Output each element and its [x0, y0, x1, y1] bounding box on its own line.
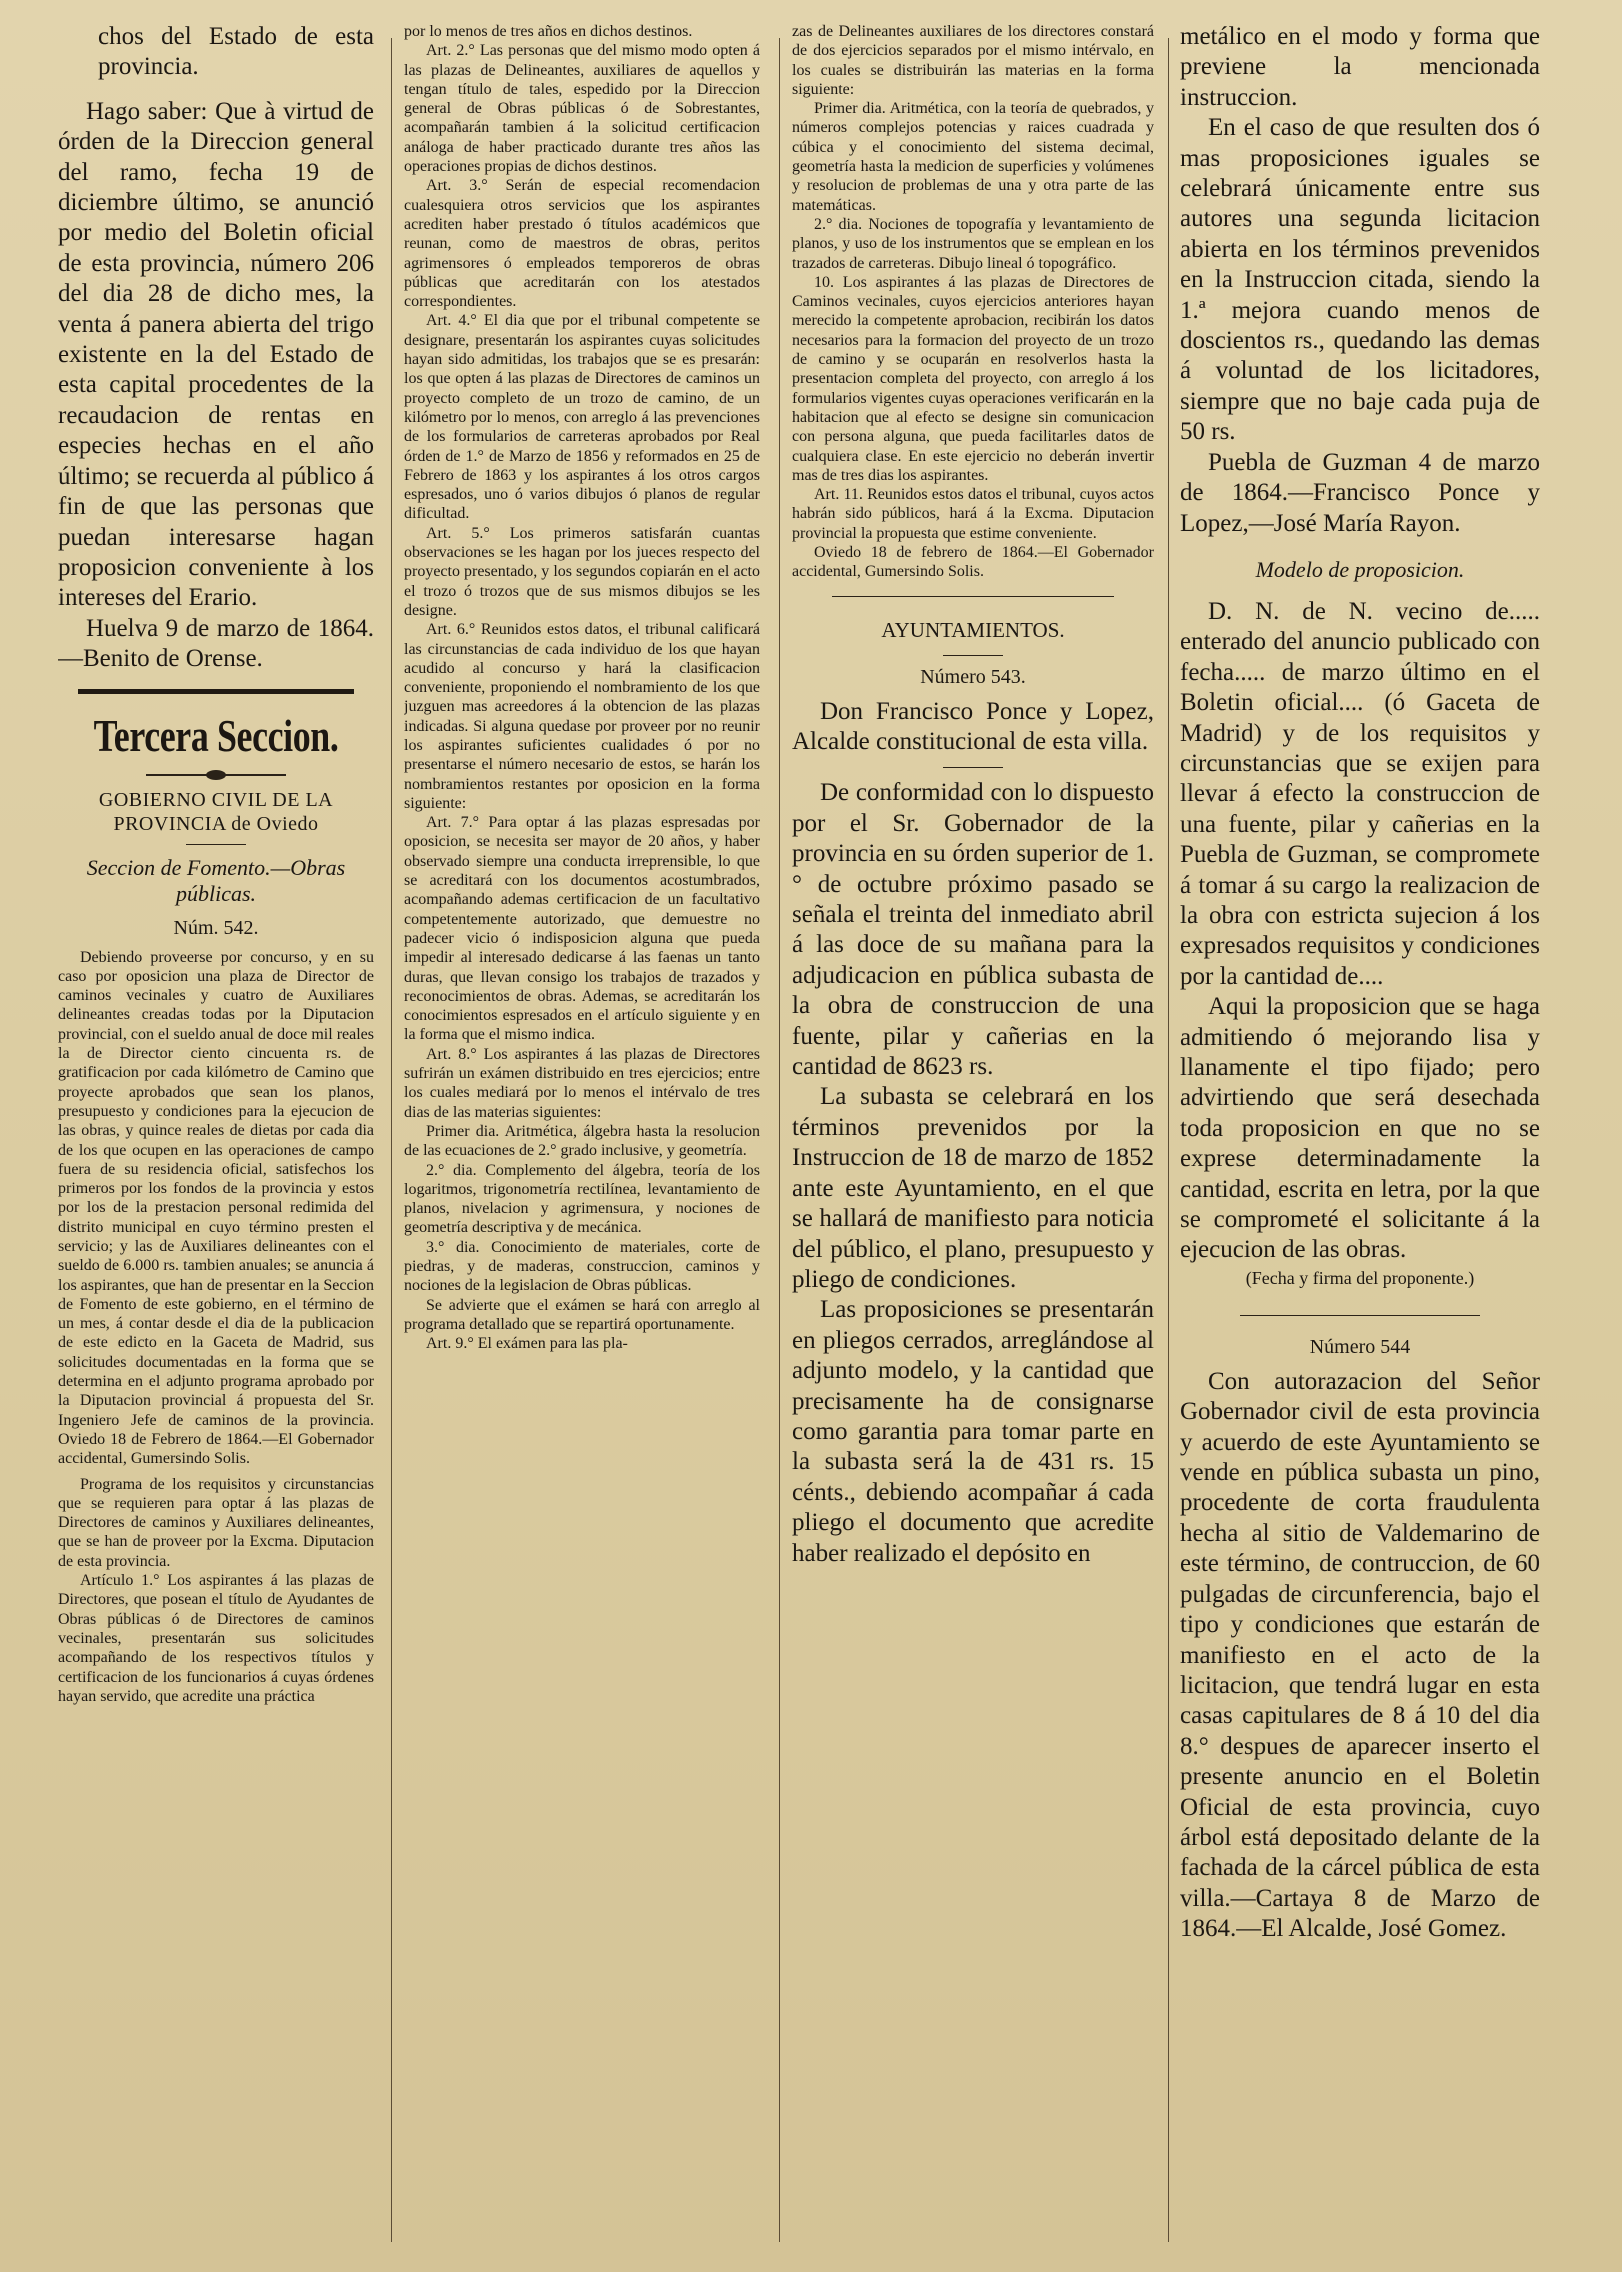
articulo-1: Artículo 1.° Los aspirantes á las plazas de Directores, que posean el título de Ayudantes de Obras públicas ó de Directores de caminos vecinales, presentarán sus solicitudes acompañando de los respectivos títulos y certificacion de los funcionarios á cuyas órdenes hayan servido, que acredite una práctica [58, 1572, 374, 1705]
continued-text: chos del Estado de esta provincia. [98, 23, 374, 81]
programa-heading: Programa de los requisitos y circunstancias que se requieren para optar á las plazas de Directores de caminos y Auxiliares delineantes, que se han de proveer por la Excma. Diputacion de esta provincia. [58, 1475, 374, 1570]
segundo-dia: 2.° dia. Complemento del álgebra, teoría de los logaritmos, trigonometría rectilínea, levantamiento de planos, nivelacion y agrimensura, y nociones de geometría descriptiva y de mecánica. [404, 1161, 760, 1237]
column-1 [58, 22, 374, 2258]
notice-number: Número 544 [1309, 1335, 1411, 1358]
column-divider [1168, 38, 1169, 2242]
notice-543-p1: De conformidad con lo dispuesto por el Sr. Gobernador de la provincia en su órden superior de 1.° de octubre próximo pasado se señala el treinta del inmediato abril á las doce de su mañana para la adjudicacion en pública subasta de la obra de construccion de una fuente, pilar y cañerias en la cantidad de 8623 rs. [792, 779, 1154, 1081]
notice-543-p4: En el caso de que resulten dos ó mas proposiciones iguales se celebrará únicamente entre sus autores una segunda licitacion abierta en los términos prevenidos en la Instruccion citada, siendo la 1.ª mejora cuando menos de doscientos rs., quedando las demas á voluntad de los licitadores, siempre que no baje cada puja de 50 rs. [1180, 114, 1540, 446]
articulo-11: Art. 11. Reunidos estos datos el tribunal, cuyos actos habrán sido públicos, hará á la Excma. Diputacion provincial la propuesta que estime conveniente. [792, 486, 1154, 542]
notice-number: Número 543. [920, 665, 1026, 688]
column-3 [792, 22, 1154, 2258]
advertencia: Se advierte que el exámen se hará con arreglo al programa detallado que se repartirá oportunamente. [404, 1296, 760, 1333]
tercer-dia: 3.° dia. Conocimiento de materiales, corte de piedras, y de maderas, construccion, caminos y nociones de la legislacion de Obras públicas. [404, 1238, 760, 1295]
signature-puebla: Puebla de Guzman 4 de marzo de 1864.—Francisco Ponce y Lopez,—José María Rayon. [1180, 448, 1540, 537]
segundo-dia: 2.° dia. Nociones de topografía y levantamiento de planos, y uso de los instrumentos que se emplean en los trazados de carreteras. Dibujo lineal ó topográfico. [792, 215, 1154, 272]
alcalde-heading: Don Francisco Ponce y Lopez, Alcalde constitucional de esta villa. [792, 697, 1154, 756]
notice-544-body: Con autorazacion del Señor Gobernador civil de esta provincia y acuerdo de este Ayuntamiento se vende en pública subasta un pino, procedente de corta fraudulenta hecha al sitio de Valdemarino de este término, de contruccion, de 60 pulgadas de circunferencia, bajo el tipo y condiciones que estarán de manifiesto en el acto de la licitacion, que tendrá lugar en esta casas capitulares de 8 á 10 del dia 8.° despues de aparecer inserto el presente anuncio en el Boletin Oficial de esta provincia, cuyo árbol está depositado delante de la fachada de la cárcel pública de esta villa.—Cartaya 8 de Marzo de 1864.—El Alcalde, José Gomez. [1180, 1367, 1540, 1943]
articulo-4: Art. 4.° El dia que por el tribunal competente se designare, presentarán los aspirantes cuyas solicitudes hayan sido admitidas, los trabajos que se es presarán: los que opten á las plazas de Directores de caminos un proyecto completo de un trozo de camino, de un kilómetro por lo menos, con arreglo á las prevenciones de los formularios de carreteras aprobados por Real órden de 1.° de Marzo de 1856 y reformados en 25 de Febrero de 1863 y los aspirantes á los otros cargos espresados, uno ó varios dibujos ó planos de regular dificultad. [404, 312, 760, 523]
articulo-3: Art. 3.° Serán de especial recomendacion cualesquiera otros servicios que los aspirantes acrediten haber prestado ó títulos académicos que reunan, como de maestros de obras, peritos agrimensores ó empleados temporeros de obras públicas que acreditarán con los atestados correspondientes. [404, 177, 760, 311]
gobierno-heading: GOBIERNO CIVIL DE LA PROVINCIA de Oviedo [98, 788, 334, 835]
column-4 [1180, 22, 1540, 2258]
column-2 [404, 22, 760, 2258]
signature-huelva: Huelva 9 de marzo de 1864.—Benito de Orense. [58, 614, 374, 673]
notice-543-p3: Las proposiciones se presentarán en pliegos cerrados, arreglándose al adjunto modelo, y la cantidad que precisamente ha de consignarse como garantia para tomar parte en la subasta será la de 431 rs. 15 cénts., debiendo acompañar á cada pliego el documento que acredite haber realizado el depósito en [792, 1296, 1154, 1567]
separator [943, 767, 1003, 768]
separator [832, 596, 1114, 597]
continued-text: zas de Delineantes auxiliares de los directores constará de dos ejercicios separados por el mismo intérvalo, en los cuales se distribuirán las materias en la forma siguiente: [792, 23, 1154, 98]
separator [186, 844, 246, 845]
column-divider [779, 38, 780, 2242]
articulo-10: 10. Los aspirantes á las plazas de Directores de Caminos vecinales, cuyos ejercicios anteriores hayan merecido la competente aprobacion, recibirán los datos necesarios para la formacion del proyecto de un trozo de camino y se ocuparán en resolverlos hasta la presentacion completa del proyecto, con arreglo á los formularios vigentes cuyas operaciones verificarán en la habitacion que al efecto se designe sin comunicacion con persona alguna, que pueda facilitarles datos de cualquiera clase. En este ejercicio no deberán invertir mas de tres dias los aspirantes. [792, 273, 1154, 484]
ayuntamientos-heading: AYUNTAMIENTOS. [881, 617, 1065, 642]
notice-543-p2: La subasta se celebrará en los términos prevenidos por la Instruccion de 18 de marzo de 1852 ante este Ayuntamiento, en el que se hallará de manifiesto para noticia del público, el plano, presupuesto y pliego de condiciones. [792, 1083, 1154, 1293]
separator [943, 655, 1003, 656]
articulo-8: Art. 8.° Los aspirantes á las plazas de Directores sufrirán un exámen distribuido en tres ejercicios; entre los cuales mediará por lo menos el intérvalo de tres dias de las materias siguientes: [404, 1045, 760, 1121]
continued-text: por lo menos de tres años en dichos destinos. [404, 23, 693, 40]
articulo-7: Art. 7.° Para optar á las plazas espresadas por oposicion, se necesita ser mayor de 20 años, y haber observado siempre una conducta irreprensible, lo que se acreditará con los documentos acostumbrados, acompañando ademas certificacion de un facultativo competentemente autorizado, que demuestre no padecer vicio ó indisposicion alguna que pueda impedir al interesado dedicarse á las faenas un tanto duras, que llevan consigo los trabajos de trazados y reconocimientos de obras. Ademas, se acreditarán los conocimientos espresados en el artículo siguiente y en la forma que el mismo indica. [404, 814, 760, 1044]
signature-oviedo: Oviedo 18 de febrero de 1864.—El Gobernador accidental, Gumersindo Solis. [792, 544, 1154, 581]
ornament-divider [146, 770, 286, 780]
fecha-firma: (Fecha y firma del proponente.) [1245, 1267, 1475, 1288]
articulo-2: Art. 2.° Las personas que del mismo modo opten á las plazas de Delineantes, auxiliares de aquellos y tengan título de tales, espedido por la Direccion general de Obras públicas ó de Sobrestantes, acompañarán tambien á la solicitud certificacion análoga de haber practicado durante tres años las operaciones propias de dichos destinos. [404, 42, 760, 176]
column-divider [391, 38, 392, 2242]
separator [78, 689, 354, 694]
articulo-5: Art. 5.° Los primeros satisfarán cuantas observaciones se les hagan por los jueces respecto del proyecto presentado, y los segundos copiarán en el acto el trozo ó trozos que de sus mismos dibujos se les designe. [404, 524, 760, 619]
primer-dia: Primer dia. Aritmética, con la teoría de quebrados, y números complejos potencias y raices cuadrada y cúbica y el conocimiento del sistema decimal, geometría hasta la medicion de superficies y volúmenes y resolucion de problemas de una y otra parte de las matemáticas. [792, 100, 1154, 214]
seccion-heading: Seccion de Fomento.—Obras públicas. [86, 854, 346, 906]
primer-dia: Primer dia. Aritmética, álgebra hasta la resolucion de las ecuaciones de 2.° grado inclusive, y geometría. [404, 1122, 760, 1160]
articulo-9: Art. 9.° El exámen para las pla- [426, 1335, 628, 1353]
section-title: Tercera Seccion. [93, 709, 339, 761]
modelo-note: Aqui la proposicion que se haga admitiendo ó mejorando lisa y llanamente el tipo fijado; pero advirtiendo que será desechada toda proposicion en que no se exprese determinadamente la cantidad, escrita en letra, por la que se comprometé el solicitante á la ejecucion de las obras. [1180, 993, 1540, 1264]
notice-huelva: Hago saber: Que à virtud de órden de la Direccion general del ramo, fecha 19 de diciembre último, se anunció por medio del Boletin oficial de esta provincia, número 206 del dia 28 de dicho mes, la venta á panera abierta del trigo existente en la del Estado de esta capital procedentes de la recaudacion de rentas en especies hechas en el año último; se recuerda al público á fin de que las personas que puedan interesarse hagan proposicion conveniente à los intereses del Erario. [58, 97, 374, 612]
modelo-body: D. N. de N. vecino de..... enterado del anuncio publicado con fecha..... de marzo último en el Boletin oficial.... (ó Gaceta de Madrid) y de los requisitos y circunstancias que se exijen para llevar á efecto la construccion de una fuente, pilar y cañerias en la Puebla de Guzman, se compromete á tomar á su cargo la realizacion de la obra con estricta sujecion á los expresados requisitos y condiciones por la cantidad de.... [1180, 597, 1540, 990]
separator [1240, 1315, 1480, 1316]
notice-542-body: Debiendo proveerse por concurso, y en su caso por oposicion una plaza de Director de caminos vecinales y cuatro de Auxiliares delineantes creadas todas por la Diputacion provincial, con el sueldo anual de doce mil reales la de Director ciento cincuenta rs. de gratificacion por cada kilómetro de Camino que proyecte aprobados que sean los planos, presupuesto y condiciones para la ejecucion de las obras, y quince reales de dietas por cada dia de los que ocupen en las operaciones de campo fuera de su residencia oficial, satisfechos los primeros por los fondos de la provincia y estos por los de la prestacion personal redimida del distrito municipal en cuyo término presten el servicio; y las de Auxiliares delineantes con el sueldo de 6.000 rs. tambien anuales; se anuncia á los aspirantes, que han de presentar en la Seccion de Fomento de este gobierno, en el término de un mes, á contar desde el dia de la publicacion de este edicto en la Gaceta de Madrid, sus solicitudes documentadas en la forma que se determina en el adjunto programa aprobado por la Diputacion provincial á propuesta del Sr. Ingeniero Jefe de caminos de la provincia. Oviedo 18 de Febrero de 1864.—El Gobernador accidental, Gumersindo Solis. [58, 948, 374, 1468]
continued-text: metálico en el modo y forma que previene la mencionada instruccion. [1180, 23, 1540, 111]
notice-number: Núm. 542. [173, 916, 259, 939]
articulo-6: Art. 6.° Reunidos estos datos, el tribunal calificará las circunstancias de cada individuo de los que hayan acudido al concurso y hará la clasificacion conveniente, proponiendo el nombramiento de los que juzguen mas acreedores á la obtencion de las plazas indicadas. Si alguna quedase por proveer por no reunir los aspirantes suficientes cualidades ó por no presentarse el número necesario de estos, se harán los nombramientos restantes por oposicion en la forma siguiente: [404, 621, 760, 812]
modelo-heading: Modelo de proposicion. [1255, 556, 1465, 582]
